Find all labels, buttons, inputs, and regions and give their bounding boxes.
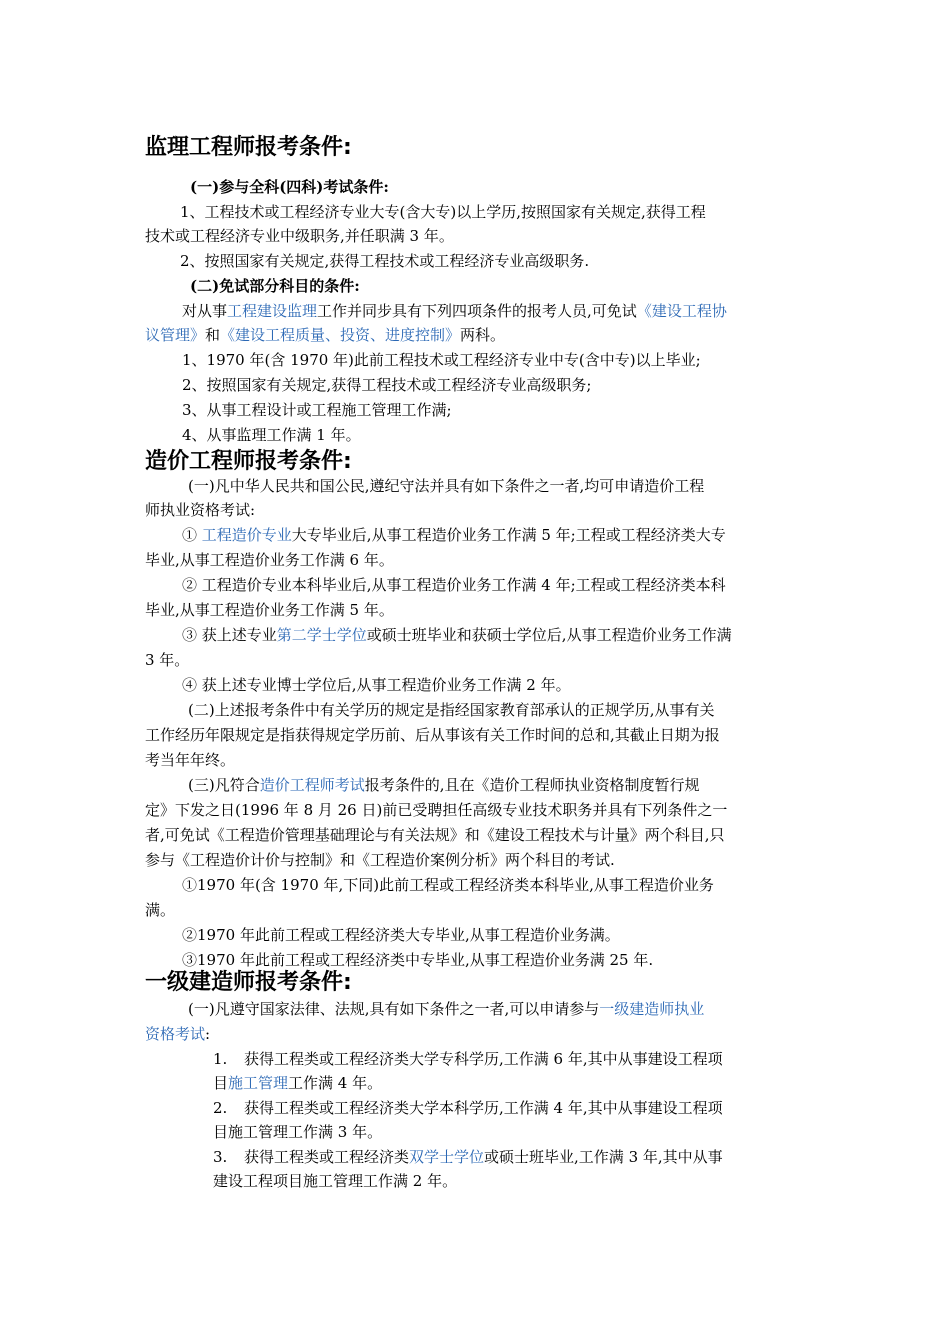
jianzao-para-1 [188,999,704,1019]
link-jianshe-gongcheng-xieyi[interactable]: 《建设工程协 [636,302,727,320]
jianzao-item-1: 获得工程类或工程经济类大学专科学历,工作满 6 年,其中从事建设工程项 [244,1050,723,1068]
exemption-intro-text: 和 [205,326,221,344]
exemption-intro-text: 对从事 [182,302,228,320]
jianli-item-1-cont: 技术或工程经济专业中级职务,并任职满 3 年。 [145,227,454,245]
zaojia-para-3-text: (三)凡符合 [188,776,260,794]
zaojia-sub-2: ②1970 年此前工程或工程经济类大专毕业,从事工程造价业务满。 [182,926,620,944]
jianli-item-1: 1、工程技术或工程经济专业大专(含大专)以上学历,按照国家有关规定,获得工程 [180,203,706,221]
jianzao-item-1-cont [213,1073,382,1093]
zaojia-req-text: ① [182,526,202,544]
subheading-exemption: (二)免试部分科目的条件: [190,277,360,295]
link-shigong-guanli[interactable]: 施工管理 [228,1074,289,1092]
subheading-full-exam: (一)参与全科(四科)考试条件: [190,178,389,196]
zaojia-para-3-cont: 者,可免试《工程造价管理基础理论与有关法规》和《建设工程技术与计量》两个科目,只 [145,826,725,844]
zaojia-req-text: 大专毕业后,从事工程造价业务工作满 5 年;工程或工程经济类大专 [291,526,726,544]
zaojia-req-1-cont: 毕业,从事工程造价业务工作满 6 年。 [145,551,394,569]
jianzao-item-text: 或硕士班毕业,工作满 3 年,其中从事 [484,1148,723,1166]
zaojia-req-text: ③ 获上述专业 [182,626,277,644]
jianzao-para-1-text: (一)凡遵守国家法律、法规,具有如下条件之一者,可以申请参与 [188,1000,600,1018]
link-gongcheng-jianshe-jianli[interactable]: 工程建设监理 [227,302,318,320]
zaojia-para-1: (一)凡中华人民共和国公民,遵纪守法并具有如下条件之一者,均可申请造价工程 [188,477,705,495]
zaojia-req-1 [182,525,726,545]
zaojia-req-text: 或硕士班毕业和获硕士学位后,从事工程造价业务工作满 [366,626,732,644]
exemption-cond-4: 4、从事监理工作满 1 年。 [182,426,361,444]
zaojia-sub-1: ①1970 年(含 1970 年,下同)此前工程或工程经济类本科毕业,从事工程造价业务 [182,876,714,894]
jianzao-item-3 [244,1147,723,1167]
zaojia-req-3-cont: 3 年。 [145,651,190,669]
jianzao-item-2-cont: 目施工管理工作满 3 年。 [213,1123,383,1141]
jianzao-item-2: 获得工程类或工程经济类大学本科学历,工作满 4 年,其中从事建设工程项 [244,1099,723,1117]
link-yiji-jianzaoshi-zhiye[interactable]: 一级建造师执业 [599,1000,705,1018]
section-title-zaojia: 造价工程师报考条件: [145,449,352,474]
zaojia-sub-1-cont: 满。 [145,901,176,919]
list-number: 1. [213,1050,228,1068]
link-zhiliang-touzi-jindu[interactable]: 《建设工程质量、投资、进度控制》 [220,326,461,344]
link-shuang-xueshi-xuewei[interactable]: 双学士学位 [409,1148,485,1166]
section-title-jianzao: 一级建造师报考条件: [145,970,352,995]
zaojia-para-3-cont: 定》下发之日(1996 年 8 月 26 日)前已受聘担任高级专业技术职务并具有下列条件之一 [145,801,728,819]
link-zaojia-gongchengshi-kaoshi[interactable]: 造价工程师考试 [259,776,365,794]
zaojia-para-3 [188,775,700,795]
jianzao-item-text: 获得工程类或工程经济类 [244,1148,410,1166]
exemption-cond-1: 1、1970 年(含 1970 年)此前工程技术或工程经济专业中专(含中专)以上毕业; [182,351,701,369]
exemption-cond-2: 2、按照国家有关规定,获得工程技术或工程经济专业高级职务; [182,376,592,394]
exemption-intro-text: 两科。 [460,326,506,344]
zaojia-para-2-cont: 工作经历年限规定是指获得规定学历前、后从事该有关工作时间的总和,其截止日期为报 [145,726,720,744]
link-di-er-xueshi-xuewei[interactable]: 第二学士学位 [276,626,367,644]
list-number: 2. [213,1099,228,1117]
zaojia-sub-3: ③1970 年此前工程或工程经济类中专毕业,从事工程造价业务满 25 年. [182,951,654,969]
link-jianshe-gongcheng-xieyi-cont[interactable]: 议管理》 [145,326,206,344]
zaojia-para-2: (二)上述报考条件中有关学历的规定是指经国家教育部承认的正规学历,从事有关 [188,701,715,719]
exemption-intro-text: 工作并同步具有下列四项条件的报考人员,可免试 [317,302,637,320]
jianzao-item-3-cont: 建设工程项目施工管理工作满 2 年。 [213,1172,458,1190]
jianli-item-2: 2、按照国家有关规定,获得工程技术或工程经济专业高级职务. [180,252,590,270]
link-gongcheng-zaojia-zhuanye[interactable]: 工程造价专业 [201,526,292,544]
zaojia-para-3-cont: 参与《工程造价计价与控制》和《工程造价案例分析》两个科目的考试. [145,851,615,869]
list-number: 3. [213,1148,228,1166]
zaojia-para-1-cont: 师执业资格考试: [145,501,256,519]
zaojia-req-2-cont: 毕业,从事工程造价业务工作满 5 年。 [145,601,394,619]
jianzao-item-text: 工作满 4 年。 [288,1074,383,1092]
jianzao-item-text: 目 [213,1074,229,1092]
section-title-jianli: 监理工程师报考条件: [145,135,352,160]
exemption-cond-3: 3、从事工程设计或工程施工管理工作满; [182,401,452,419]
link-zige-kaoshi[interactable]: 资格考试 [145,1025,206,1043]
zaojia-para-2-cont: 考当年年终。 [145,751,236,769]
zaojia-para-3-text: 报考条件的,且在《造价工程师执业资格制度暂行规 [364,776,700,794]
zaojia-req-4: ④ 获上述专业博士学位后,从事工程造价业务工作满 2 年。 [182,676,571,694]
zaojia-req-2: ② 工程造价专业本科毕业后,从事工程造价业务工作满 4 年;工程或工程经济类本科 [182,576,726,594]
jianzao-para-1-cont [145,1024,210,1044]
exemption-intro-cont [145,325,505,345]
exemption-intro [182,301,727,321]
jianzao-para-1-text: : [205,1025,211,1043]
zaojia-req-3 [182,625,732,645]
